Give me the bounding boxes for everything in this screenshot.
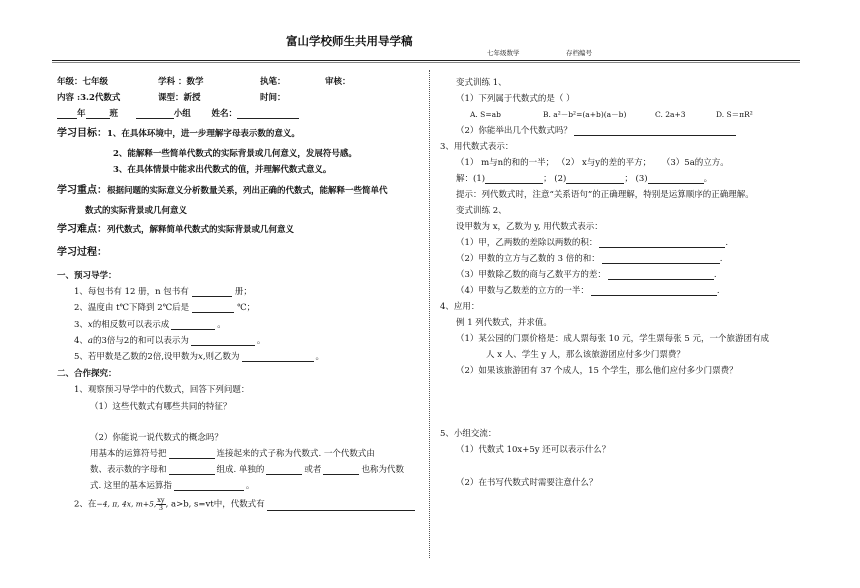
variant-1-heading: 变式训练 1、 xyxy=(456,78,507,88)
variant-1-question-1: （1）下列属于代数式的是（ ） xyxy=(456,94,575,104)
goal-2: 2、能解释一些简单代数式的实际背景或几何意义，发展符号感。 xyxy=(113,149,357,159)
preview-item-3: 3、x的相反数可以表示成 。 xyxy=(74,320,226,330)
example-1-question-2: （2）如果该旅游团有 37 个成人，15 个学生，那么他们应付多少门票费？ xyxy=(456,366,738,376)
preview-item-5: 5、若甲数是乙数的2倍,设甲数为x,则乙数为 。 xyxy=(74,352,325,362)
represent-items: （1） m与n的和的一半； （2） x与y的差的平方； （3）5a的立方。 xyxy=(456,158,729,168)
explore-heading: 二、合作探究： xyxy=(57,369,117,379)
info-lesson-type: 课型：新授 xyxy=(158,93,201,103)
application-heading: 4、应用： xyxy=(440,302,480,312)
variant-2-item-4: （4）甲数与乙数差的立方的一半： . xyxy=(456,286,720,296)
example-1-question-1-cont: 人 x 人、学生 y 人，那么该旅游团应付多少门票费？ xyxy=(486,350,685,360)
info-subject: 学科 ：数学 xyxy=(158,77,204,87)
goals-row-1: 学习目标：1、在具体环境中，进一步理解字母表示数的意义。 xyxy=(57,128,300,139)
represent-answers: 解：(1) ； (2) ； (3) 。 xyxy=(456,174,713,184)
option-d: D. S＝πR² xyxy=(716,110,753,119)
grade-subject-label: 七年级数学 xyxy=(487,49,520,57)
info-class-row: 年 班 小组 姓名： xyxy=(57,109,299,119)
preview-item-1: 1、每包书有 12 册，n 包书有 册； xyxy=(74,287,252,297)
key-points-heading: 学习重点： xyxy=(57,185,107,196)
goal-3: 3、在具体情景中能求出代数式的值，并理解代数式意义。 xyxy=(113,165,332,175)
group-discussion-heading: 5、小组交流： xyxy=(440,429,497,439)
header-rule xyxy=(52,60,800,61)
example-1: 例 1 列代数式，并求值。 xyxy=(456,318,552,328)
difficulty-heading: 学习难点： xyxy=(57,224,107,235)
info-content: 内容 :3.2代数式 xyxy=(57,93,121,103)
preview-item-2: 2、温度由 t℃下降到 2℃后是 ℃； xyxy=(74,303,256,313)
option-a: A. S=ab xyxy=(470,110,501,119)
archive-number-label: 存档编号 xyxy=(566,49,592,57)
fraction-xy-over-3: $\frac{xy}{3}$ xyxy=(157,496,165,512)
example-1-question-1: （1）某公园的门票价格是：成人票每张 10 元，学生票每张 5 元，一个旅游团有成 xyxy=(456,334,769,344)
key-points-row: 学习重点：根据问题的实际意义分析数量关系，列出正确的代数式，能解释一些简单代 xyxy=(57,185,388,196)
option-b: B. a²－b²=(a+b)(a－b) xyxy=(543,110,627,119)
hint-text: 提示：列代数式时，注意“关系语句”的正确理解，特别是运算顺序的正确理解。 xyxy=(456,190,754,200)
explore-item-1: 1、观察预习导学中的代数式，回答下列问题： xyxy=(74,385,250,395)
represent-heading: 3、用代数式表示： xyxy=(440,142,514,152)
group-question-2: （2）在书写代数式时需要注意什么？ xyxy=(456,478,598,488)
page-title: 富山学校师生共用导学稿 xyxy=(286,34,413,48)
explore-item-2: 2、在−4, π, 4x, m+5, $\frac{xy}{3}$ , a>b, s=vt中，代数式有 xyxy=(74,497,415,511)
preview-item-4: 4、a的3倍与2的和可以表示为 。 xyxy=(74,336,266,346)
option-c: C. 2a+3 xyxy=(655,110,686,119)
concept-fill-2: 数、表示数的字母和 组成. 单独的 或者 也称为代数 xyxy=(90,465,404,475)
difficulty-row: 学习难点：列代数式，解释简单代数式的实际背景或几何意义 xyxy=(57,224,295,235)
goals-heading: 学习目标： xyxy=(57,128,107,139)
variant-2-heading: 变式训练 2、 xyxy=(456,206,507,216)
info-grade: 年级：七年级 xyxy=(57,77,109,87)
variant-2-item-2: （2）甲数的立方与乙数的 3 倍的和： . xyxy=(456,254,723,264)
preview-heading: 一、预习导学： xyxy=(57,271,117,281)
explore-question-2: （2）你能说一说代数式的概念吗？ xyxy=(90,433,223,443)
concept-fill-3: 式. 这里的基本运算指 。 xyxy=(90,481,255,491)
group-question-1: （1）代数式 10x+5y 还可以表示什么？ xyxy=(456,445,611,455)
concept-fill-1: 用基本的运算符号把 连接起来的式子称为代数式. 一个代数式由 xyxy=(90,449,375,459)
variant-1-question-2: （2）你能举出几个代数式吗？ xyxy=(456,126,736,136)
variant-2-intro: 设甲数为 x，乙数为 y, 用代数式表示： xyxy=(456,222,603,232)
key-points-cont: 数式的实际背景或几何意义 xyxy=(85,206,188,216)
info-time: 时间： xyxy=(260,93,286,103)
variant-2-item-3: （3）甲数除乙数的商与乙数平方的差： . xyxy=(456,270,717,280)
variant-2-item-1: （1）甲，乙两数的差除以两数的积： . xyxy=(456,238,729,248)
process-heading: 学习过程： xyxy=(57,247,107,258)
explore-question-1: （1）这些代数式有哪些共同的特征？ xyxy=(90,402,232,412)
column-divider xyxy=(429,70,430,558)
info-writer: 执笔： xyxy=(260,77,286,87)
info-reviewer: 审核： xyxy=(325,77,351,87)
header-rule-bottom xyxy=(52,62,800,63)
